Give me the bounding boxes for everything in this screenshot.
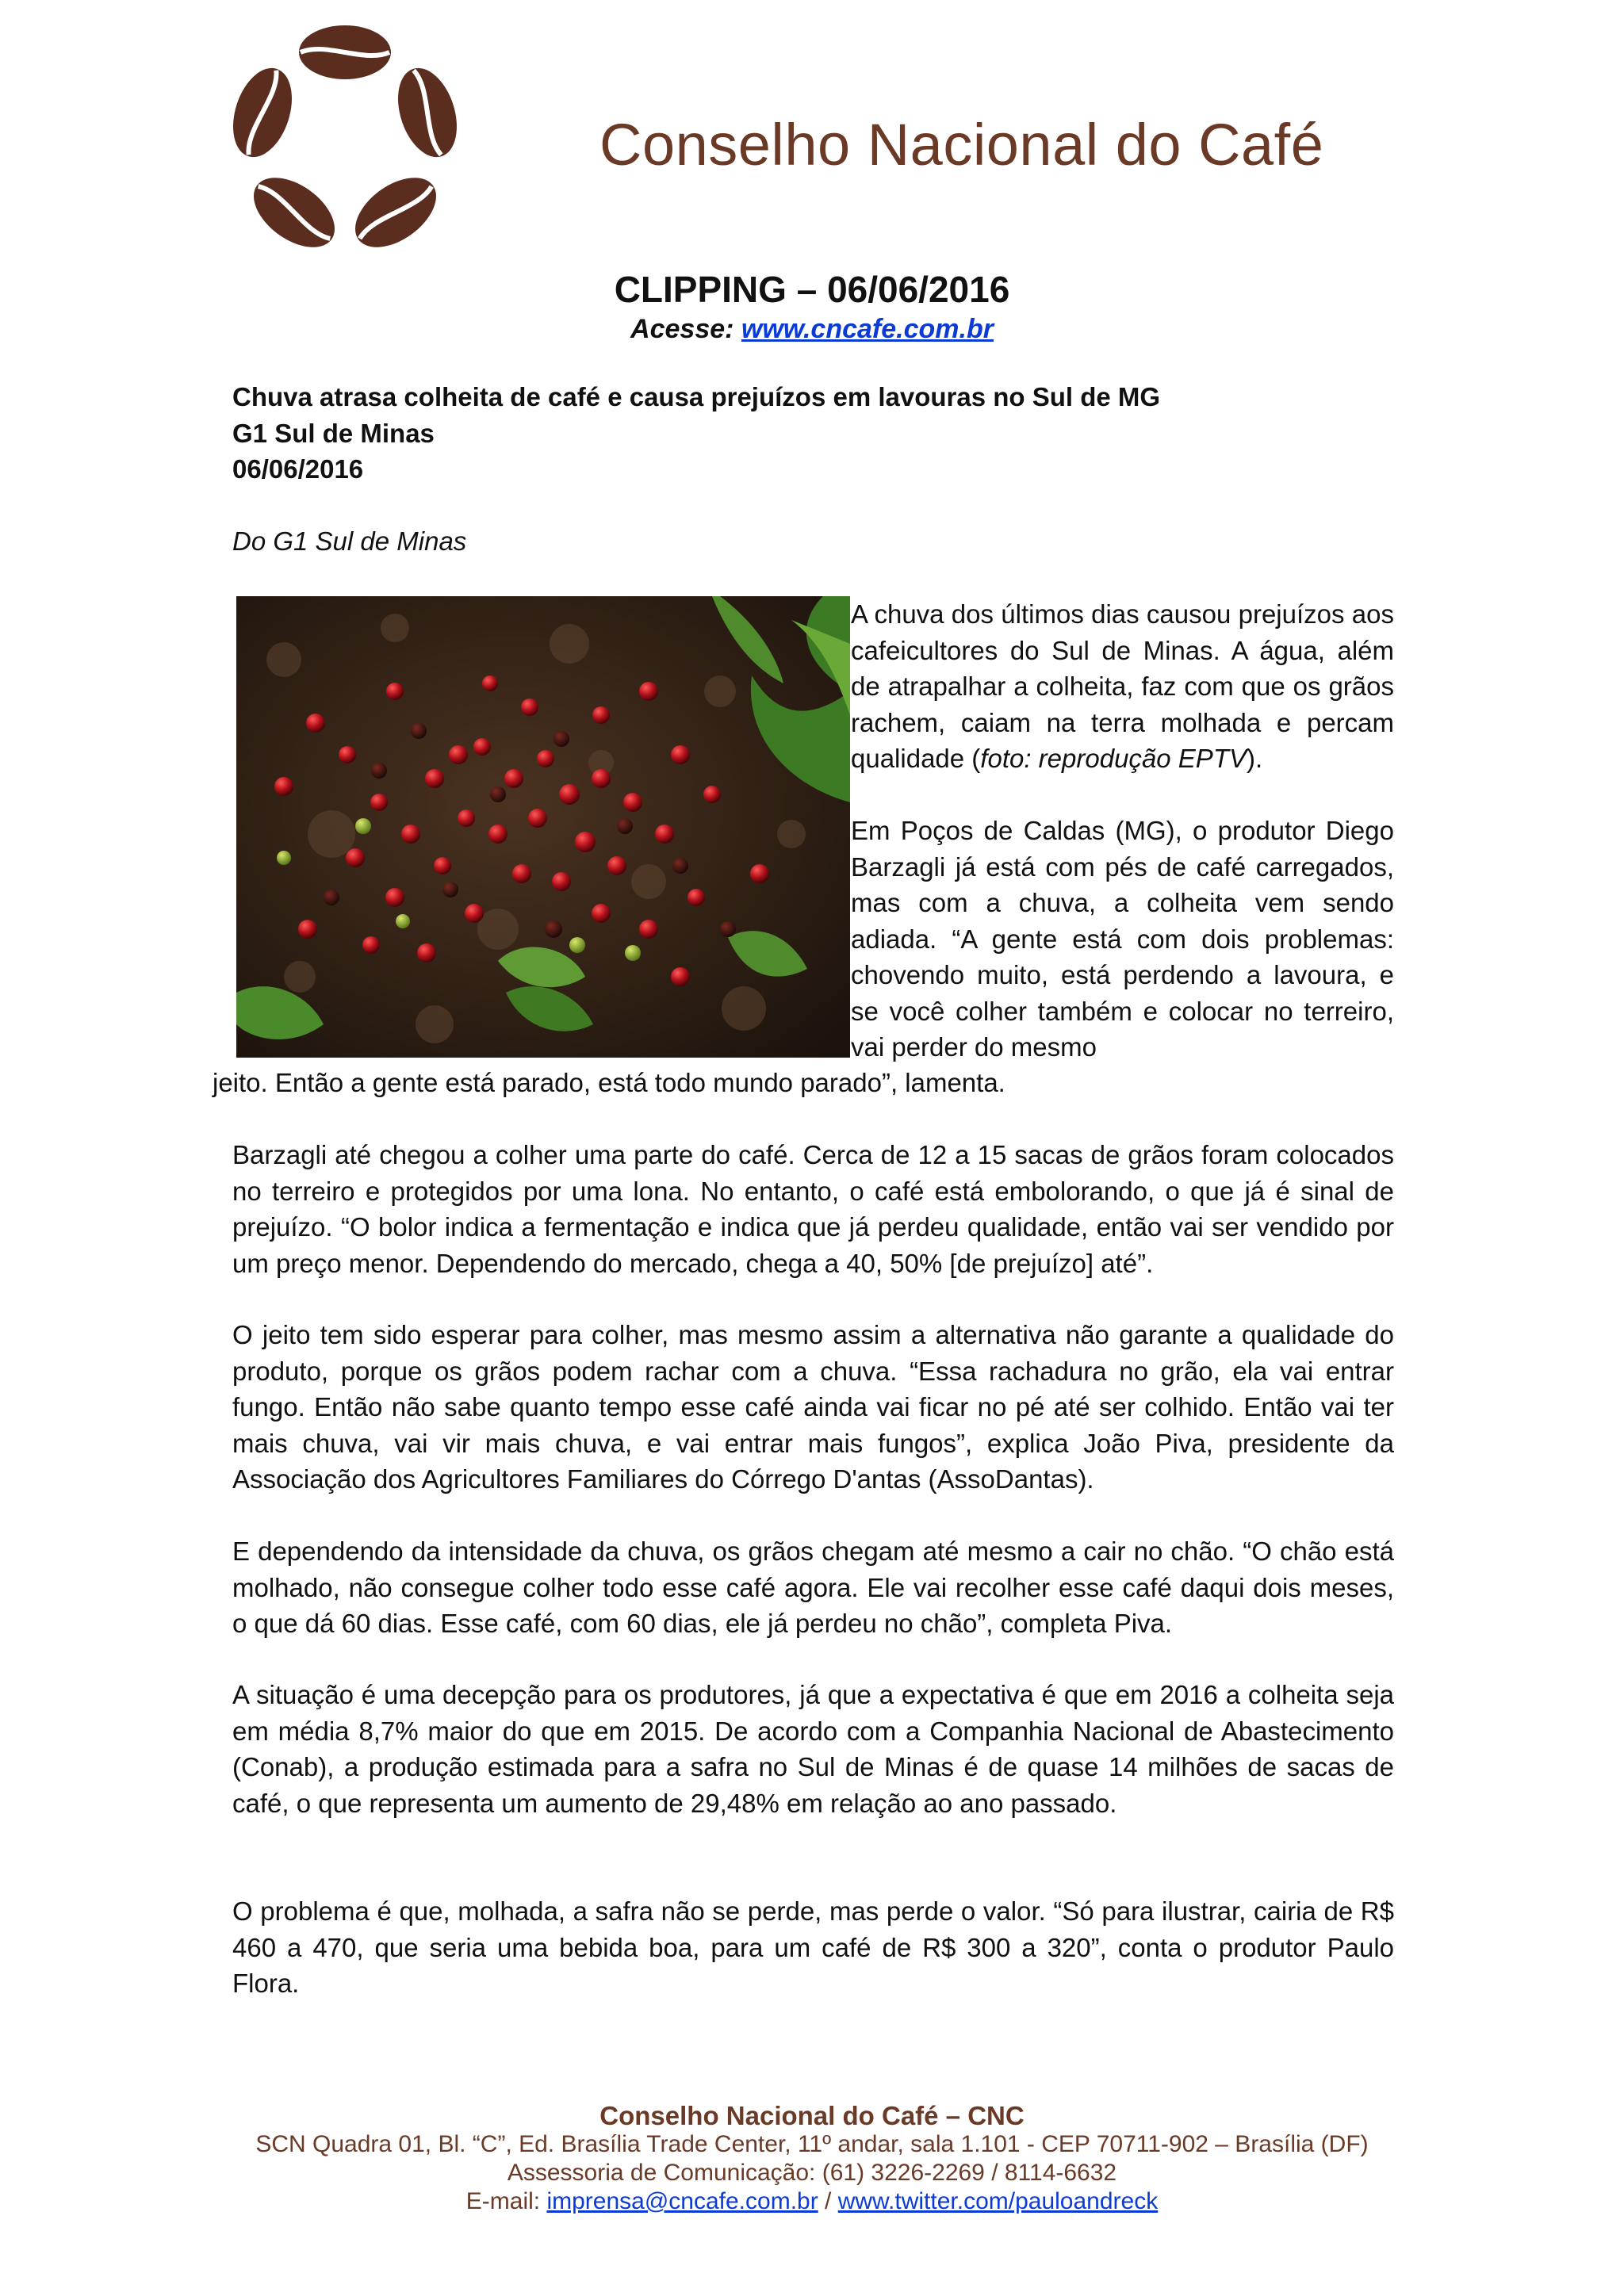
coffee-beans-ring-logo: [230, 22, 460, 273]
email-label: E-mail:: [465, 2188, 547, 2214]
article-paragraph-2-continued: jeito. Então a gente está parado, está todo mundo parado”, lamenta.: [213, 1068, 1005, 1097]
footer-separator: /: [818, 2188, 838, 2214]
site-link[interactable]: www.cncafe.com.br: [741, 314, 994, 344]
photo-credit: foto: reprodução EPTV: [980, 744, 1247, 773]
article-paragraph-5: E dependendo da intensidade da chuva, os grãos chegam até mesmo a cair no chão. “O chão está molhado, não consegue colher todo esse café agora. Ele vai recolher esse café daqui dois meses, o que dá 60 dias. Esse café, com 60 dias, ele já perdeu no chão”, completa Piva.: [232, 1536, 1394, 1638]
article-paragraph-4: O jeito tem sido esperar para colher, mas mesmo assim a alternativa não garante a qualidade do produto, porque os grãos podem rachar com a chuva. “Essa rachadura no grão, ela vai entrar fungo. Então não sabe quanto tempo esse café ainda vai ficar no pé até ser colhido. Então vai ter mais chuva, vai vir mais chuva, e vai entrar mais fungos”, explica João Piva, presidente da Associação dos Agricultores Familiares do Córrego D'antas (AssoDantas).: [232, 1320, 1394, 1494]
article-source: G1 Sul de Minas: [232, 418, 435, 448]
footer-contact: [0, 2188, 1624, 2215]
p1-text: A chuva dos últimos dias causou prejuízos aos cafeicultores do Sul de Minas. A água, além de atrapalhar a colheita, faz com que os grãos rachem, caiam na terra molhada e percam qualidade (: [851, 599, 1394, 773]
access-label: Acesse:: [630, 314, 741, 344]
article-title: Chuva atrasa colheita de café e causa prejuízos em lavouras no Sul de MG: [232, 382, 1161, 411]
footer-title: Conselho Nacional do Café – CNC: [599, 2101, 1025, 2130]
p1-end: ).: [1247, 744, 1263, 773]
article-paragraph-1: [851, 596, 1394, 777]
article-photo: [236, 596, 850, 1058]
article-header: [232, 379, 1394, 488]
article-byline: Do G1 Sul de Minas: [232, 526, 467, 556]
email-link[interactable]: imprensa@cncafe.com.br: [546, 2188, 818, 2214]
clipping-title: CLIPPING – 06/06/2016: [614, 269, 1010, 310]
clipping-access: [0, 314, 1624, 345]
article-paragraph-3: Barzagli até chegou a colher uma parte do café. Cerca de 12 a 15 sacas de grãos foram colocados no terreiro e protegidos por uma lona. No entanto, o café está embolorando, o que já é sinal de prejuízo. “O bolor indica a fermentação e indica que já perdeu qualidade, então vai ser vendido por um preço menor. Dependendo do mercado, chega a 40, 50% [de prejuízo] até”.: [232, 1140, 1394, 1278]
article-paragraph-2: Em Poços de Caldas (MG), o produtor Diego Barzagli já está com pés de café carregados, mas com a chuva, a colheita vem sendo adiada. “A gente está com dois problemas: chovendo muito, está perdendo a lavoura, e se você colher também e colocar no terreiro, vai perder do mesmo: [851, 816, 1394, 1062]
footer-phone: Assessoria de Comunicação: (61) 3226-2269 / 8114-6632: [507, 2160, 1117, 2186]
article-paragraph-6: A situação é uma decepção para os produtores, já que a expectativa é que em 2016 a colheita seja em média 8,7% maior do que em 2015. De acordo com a Companhia Nacional de Abastecimento (Conab), a produção estimada para a safra no Sul de Minas é de quase 14 milhões de sacas de café, o que representa um aumento de 29,48% em relação ao ano passado.: [232, 1680, 1394, 1818]
article-paragraph-7: O problema é que, molhada, a safra não se perde, mas perde o valor. “Só para ilustrar, cairia de R$ 460 a 470, que seria uma bebida boa, para um café de R$ 300 a 320”, conta o produtor Paulo Flora.: [232, 1896, 1394, 1998]
twitter-link[interactable]: www.twitter.com/pauloandreck: [837, 2188, 1159, 2214]
article-date: 06/06/2016: [232, 454, 364, 484]
org-title: Conselho Nacional do Café: [599, 112, 1324, 178]
footer-address: SCN Quadra 01, Bl. “C”, Ed. Brasília Trade Center, 11º andar, sala 1.101 - CEP 70711-902 – Brasília (DF): [255, 2131, 1369, 2157]
